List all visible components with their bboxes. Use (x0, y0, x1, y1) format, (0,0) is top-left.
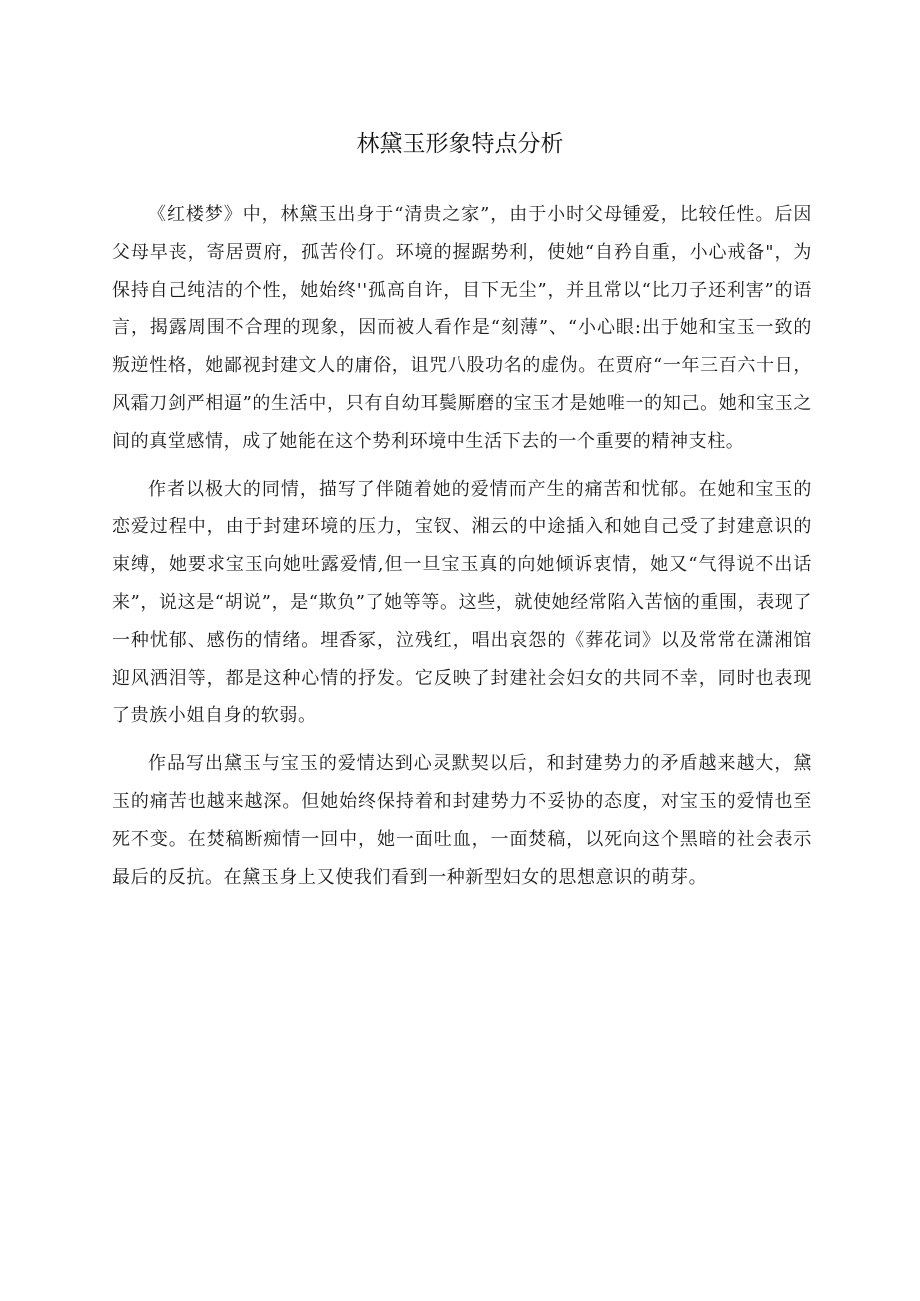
document-body (112, 196, 812, 906)
document-title: 林黛玉形象特点分析 (356, 131, 564, 157)
paragraph-3: 作品写出黛玉与宝玉的爱情达到心灵默契以后，和封建势力的矛盾越来越大，黛玉的痛苦也越来越深。但她始终保持着和封建势力不妥协的态度，对宝玉的爱情也至死不变。在焚稿断痴情一回中，她一面吐血，一面焚稿，以死向这个黑暗的社会表示最后的反抗。在黛玉身上又使我们看到一种新型妇女的思想意识的萌芽。 (112, 753, 812, 888)
paragraph-2: 作者以极大的同情，描写了伴随着她的爱情而产生的痛苦和忧郁。在她和宝玉的恋爱过程中，由于封建环境的压力，宝钗、湘云的中途插入和她自己受了封建意识的束缚，她要求宝玉向她吐露爱情,但一旦宝玉真的向她倾诉衷情，她又“气得说不出话来”，说这是“胡说”，是“欺负”了她等等。这些，就使她经常陷入苦恼的重围，表现了一种忧郁、感伤的情绪。埋香冢，泣残红，唱出哀怨的《葬花词》以及常常在潇湘馆迎风洒泪等，都是这种心情的抒发。它反映了封建社会妇女的共同不幸，同时也表现了贵族小姐自身的软弱。 (112, 478, 813, 727)
paragraph-1: 《红楼梦》中，林黛玉出身于“清贵之家”，由于小时父母锺爱，比较任性。后因父母早丧，寄居贾府，孤苦伶仃。环境的握踞势利，使她“自矜自重，小心戒备"，为保持自己纯洁的个性，她始终''孤高自许，目下无尘”，并且常以“比刀子还利害”的语言，揭露周围不合理的现象，因而被人看作是“刻薄”、“小心眼:出于她和宝玉一致的叛逆性格，她鄙视封建文人的庸俗，诅咒八股功名的虚伪。在贾府“一年三百六十日，风霜刀剑严相逼”的生活中，只有自幼耳鬓厮磨的宝玉才是她唯一的知己。她和宝玉之间的真堂感情，成了她能在这个势利环境中生活下去的一个重要的精神支柱。 (112, 204, 812, 452)
